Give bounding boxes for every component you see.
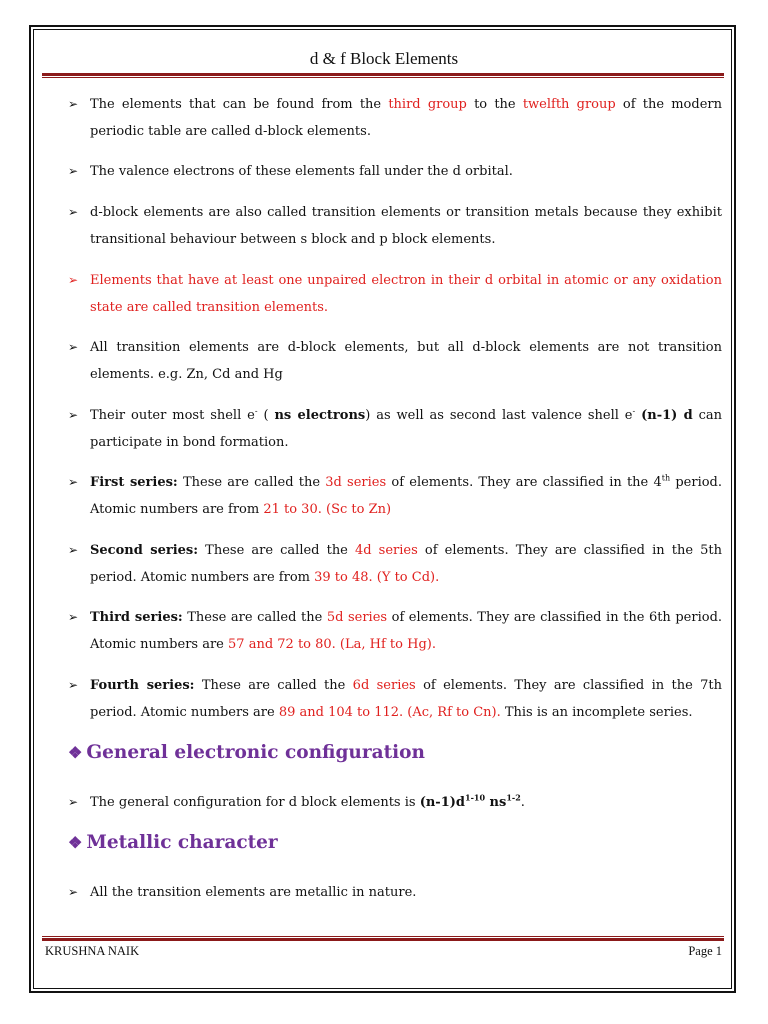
arrowhead-icon: ➢ xyxy=(68,475,79,489)
header-rule xyxy=(42,73,724,76)
bullet-item-highlight: ➢ Elements that have at least one unpaired electron in their d orbital in atomic or any oxidation state are called transition elements. xyxy=(68,267,722,321)
footer-rule xyxy=(42,938,724,941)
bullet-item: ➢ Third series: These are called the 5d series of elements. They are classified in the 6th period. Atomic numbers are 57 and 72 to 80. (La, Hf to Hg). xyxy=(68,604,722,658)
arrowhead-icon: ➢ xyxy=(68,97,79,111)
bullet-item: ➢ All the transition elements are metallic in nature. xyxy=(68,879,722,906)
footer-page-number: Page 1 xyxy=(688,944,722,958)
section-heading-electronic-configuration: ❖ General electronic configuration xyxy=(68,742,425,763)
bullet-item: ➢ Their outer most shell e- ( ns electrons) as well as second last valence shell e- (n-1) d can participate in bond formation. xyxy=(68,402,722,456)
arrowhead-icon: ➢ xyxy=(68,795,79,809)
bullet-item: ➢ d-block elements are also called transition elements or transition metals because they exhibit transitional behaviour between s block and p block elements. xyxy=(68,199,722,253)
arrowhead-icon: ➢ xyxy=(68,610,79,624)
page-header-title: d & f Block Elements xyxy=(309,49,459,68)
arrowhead-icon: ➢ xyxy=(68,885,79,899)
bullet-item: ➢ The elements that can be found from the third group to the twelfth group of the modern periodic table are called d-block elements. xyxy=(68,91,722,145)
bullet-item: ➢ Fourth series: These are called the 6d series of elements. They are classified in the 7th period. Atomic numbers are 89 and 104 to 112. (Ac, Rf to Cn). This is an incomplete series. xyxy=(68,672,722,726)
bullet-item: ➢ All transition elements are d-block elements, but all d-block elements are not transition elements. e.g. Zn, Cd and Hg xyxy=(68,334,722,388)
arrowhead-icon: ➢ xyxy=(68,543,79,557)
header-rule-thin xyxy=(42,77,724,78)
bullet-item: ➢ Second series: These are called the 4d series of elements. They are classified in the 5th period. Atomic numbers are from 39 to 48. (Y to Cd). xyxy=(68,537,722,591)
four-diamond-icon: ❖ xyxy=(68,743,83,762)
arrowhead-icon: ➢ xyxy=(68,164,79,178)
arrowhead-icon: ➢ xyxy=(68,408,79,422)
footer-rule-thin xyxy=(42,936,724,937)
section-heading-metallic-character: ❖ Metallic character xyxy=(68,832,278,853)
arrowhead-icon: ➢ xyxy=(68,273,79,287)
footer-author: KRUSHNA NAIK xyxy=(45,944,140,958)
bullet-item: ➢ The valence electrons of these elements fall under the d orbital. xyxy=(68,158,722,185)
bullet-item: ➢ First series: These are called the 3d series of elements. They are classified in the 4th period. Atomic numbers are from 21 to 30. (Sc to Zn) xyxy=(68,469,722,523)
four-diamond-icon: ❖ xyxy=(68,833,83,852)
arrowhead-icon: ➢ xyxy=(68,205,79,219)
bullet-item: ➢ The general configuration for d block elements is $(n-1)d^{1-10}$ $ns^{1-2}$. xyxy=(68,789,722,816)
arrowhead-icon: ➢ xyxy=(68,678,79,692)
arrowhead-icon: ➢ xyxy=(68,340,79,354)
